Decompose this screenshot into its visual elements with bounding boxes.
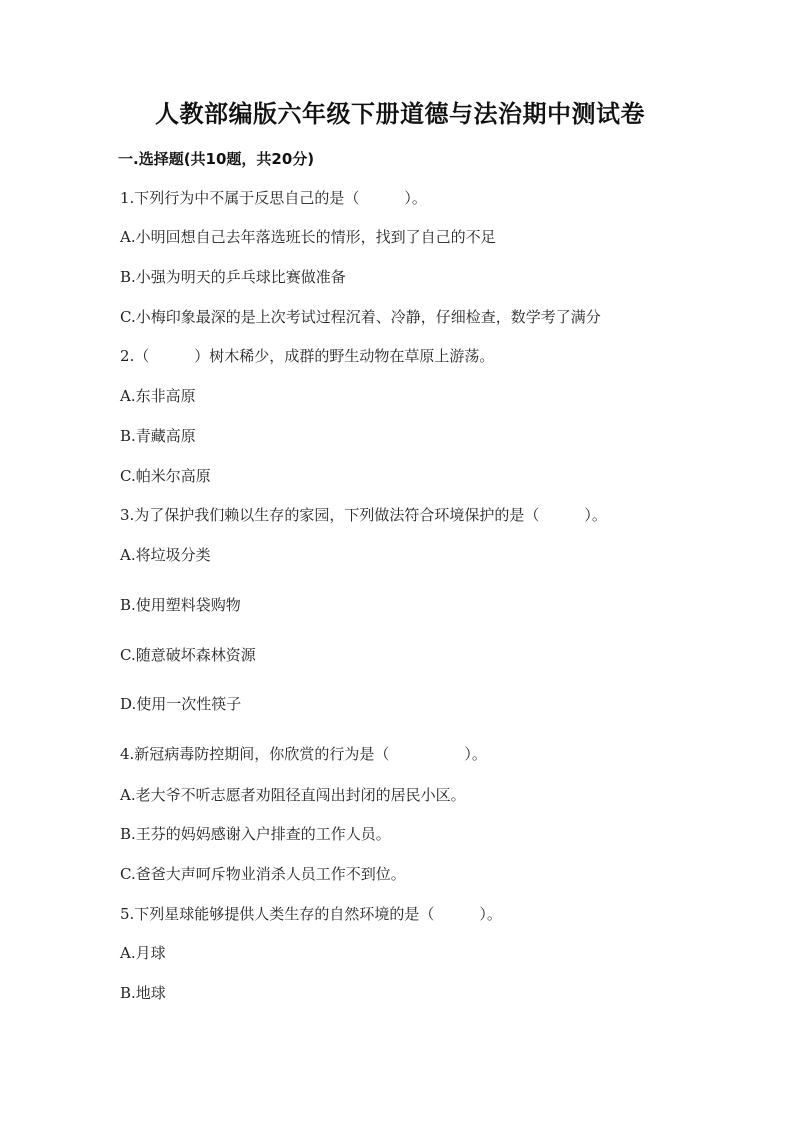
question-5-option-a: A.月球	[120, 944, 166, 962]
question-1-stem: 1.下列行为中不属于反思自己的是（ ）。	[120, 189, 427, 207]
question-3-option-c: C.随意破坏森林资源	[120, 646, 256, 664]
question-3-option-b: B.使用塑料袋购物	[120, 596, 241, 614]
question-4-option-c: C.爸爸大声呵斥物业消杀人员工作不到位。	[120, 865, 406, 883]
question-2-option-a: A.东非高原	[120, 387, 196, 405]
question-4-stem: 4.新冠病毒防控期间，你欣赏的行为是（ ）。	[120, 745, 487, 763]
question-1-option-c: C.小梅印象最深的是上次考试过程沉着、冷静，仔细检查，数学考了满分	[120, 308, 601, 326]
question-4-option-b: B.王芬的妈妈感谢入户排查的工作人员。	[120, 825, 391, 843]
question-3-option-a: A.将垃圾分类	[120, 546, 211, 564]
question-1-option-a: A.小明回想自己去年落选班长的情形，找到了自己的不足	[120, 228, 496, 246]
question-3-stem: 3.为了保护我们赖以生存的家园，下列做法符合环境保护的是（ ）。	[120, 506, 607, 524]
question-2-option-c: C.帕米尔高原	[120, 467, 211, 485]
question-5-option-b: B.地球	[120, 984, 166, 1002]
section-heading: 一.选择题(共10题，共20分)	[118, 150, 315, 168]
question-5-stem: 5.下列星球能够提供人类生存的自然环境的是（ ）。	[120, 905, 502, 923]
question-2-option-b: B.青藏高原	[120, 427, 196, 445]
question-1-option-b: B.小强为明天的乒乓球比赛做准备	[120, 268, 346, 286]
question-4-option-a: A.老大爷不听志愿者劝阻径直闯出封闭的居民小区。	[120, 786, 466, 804]
page-title: 人教部编版六年级下册道德与法治期中测试卷	[155, 99, 645, 128]
question-3-option-d: D.使用一次性筷子	[120, 695, 242, 713]
question-2-stem: 2.（ ）树木稀少，成群的野生动物在草原上游荡。	[120, 347, 495, 365]
